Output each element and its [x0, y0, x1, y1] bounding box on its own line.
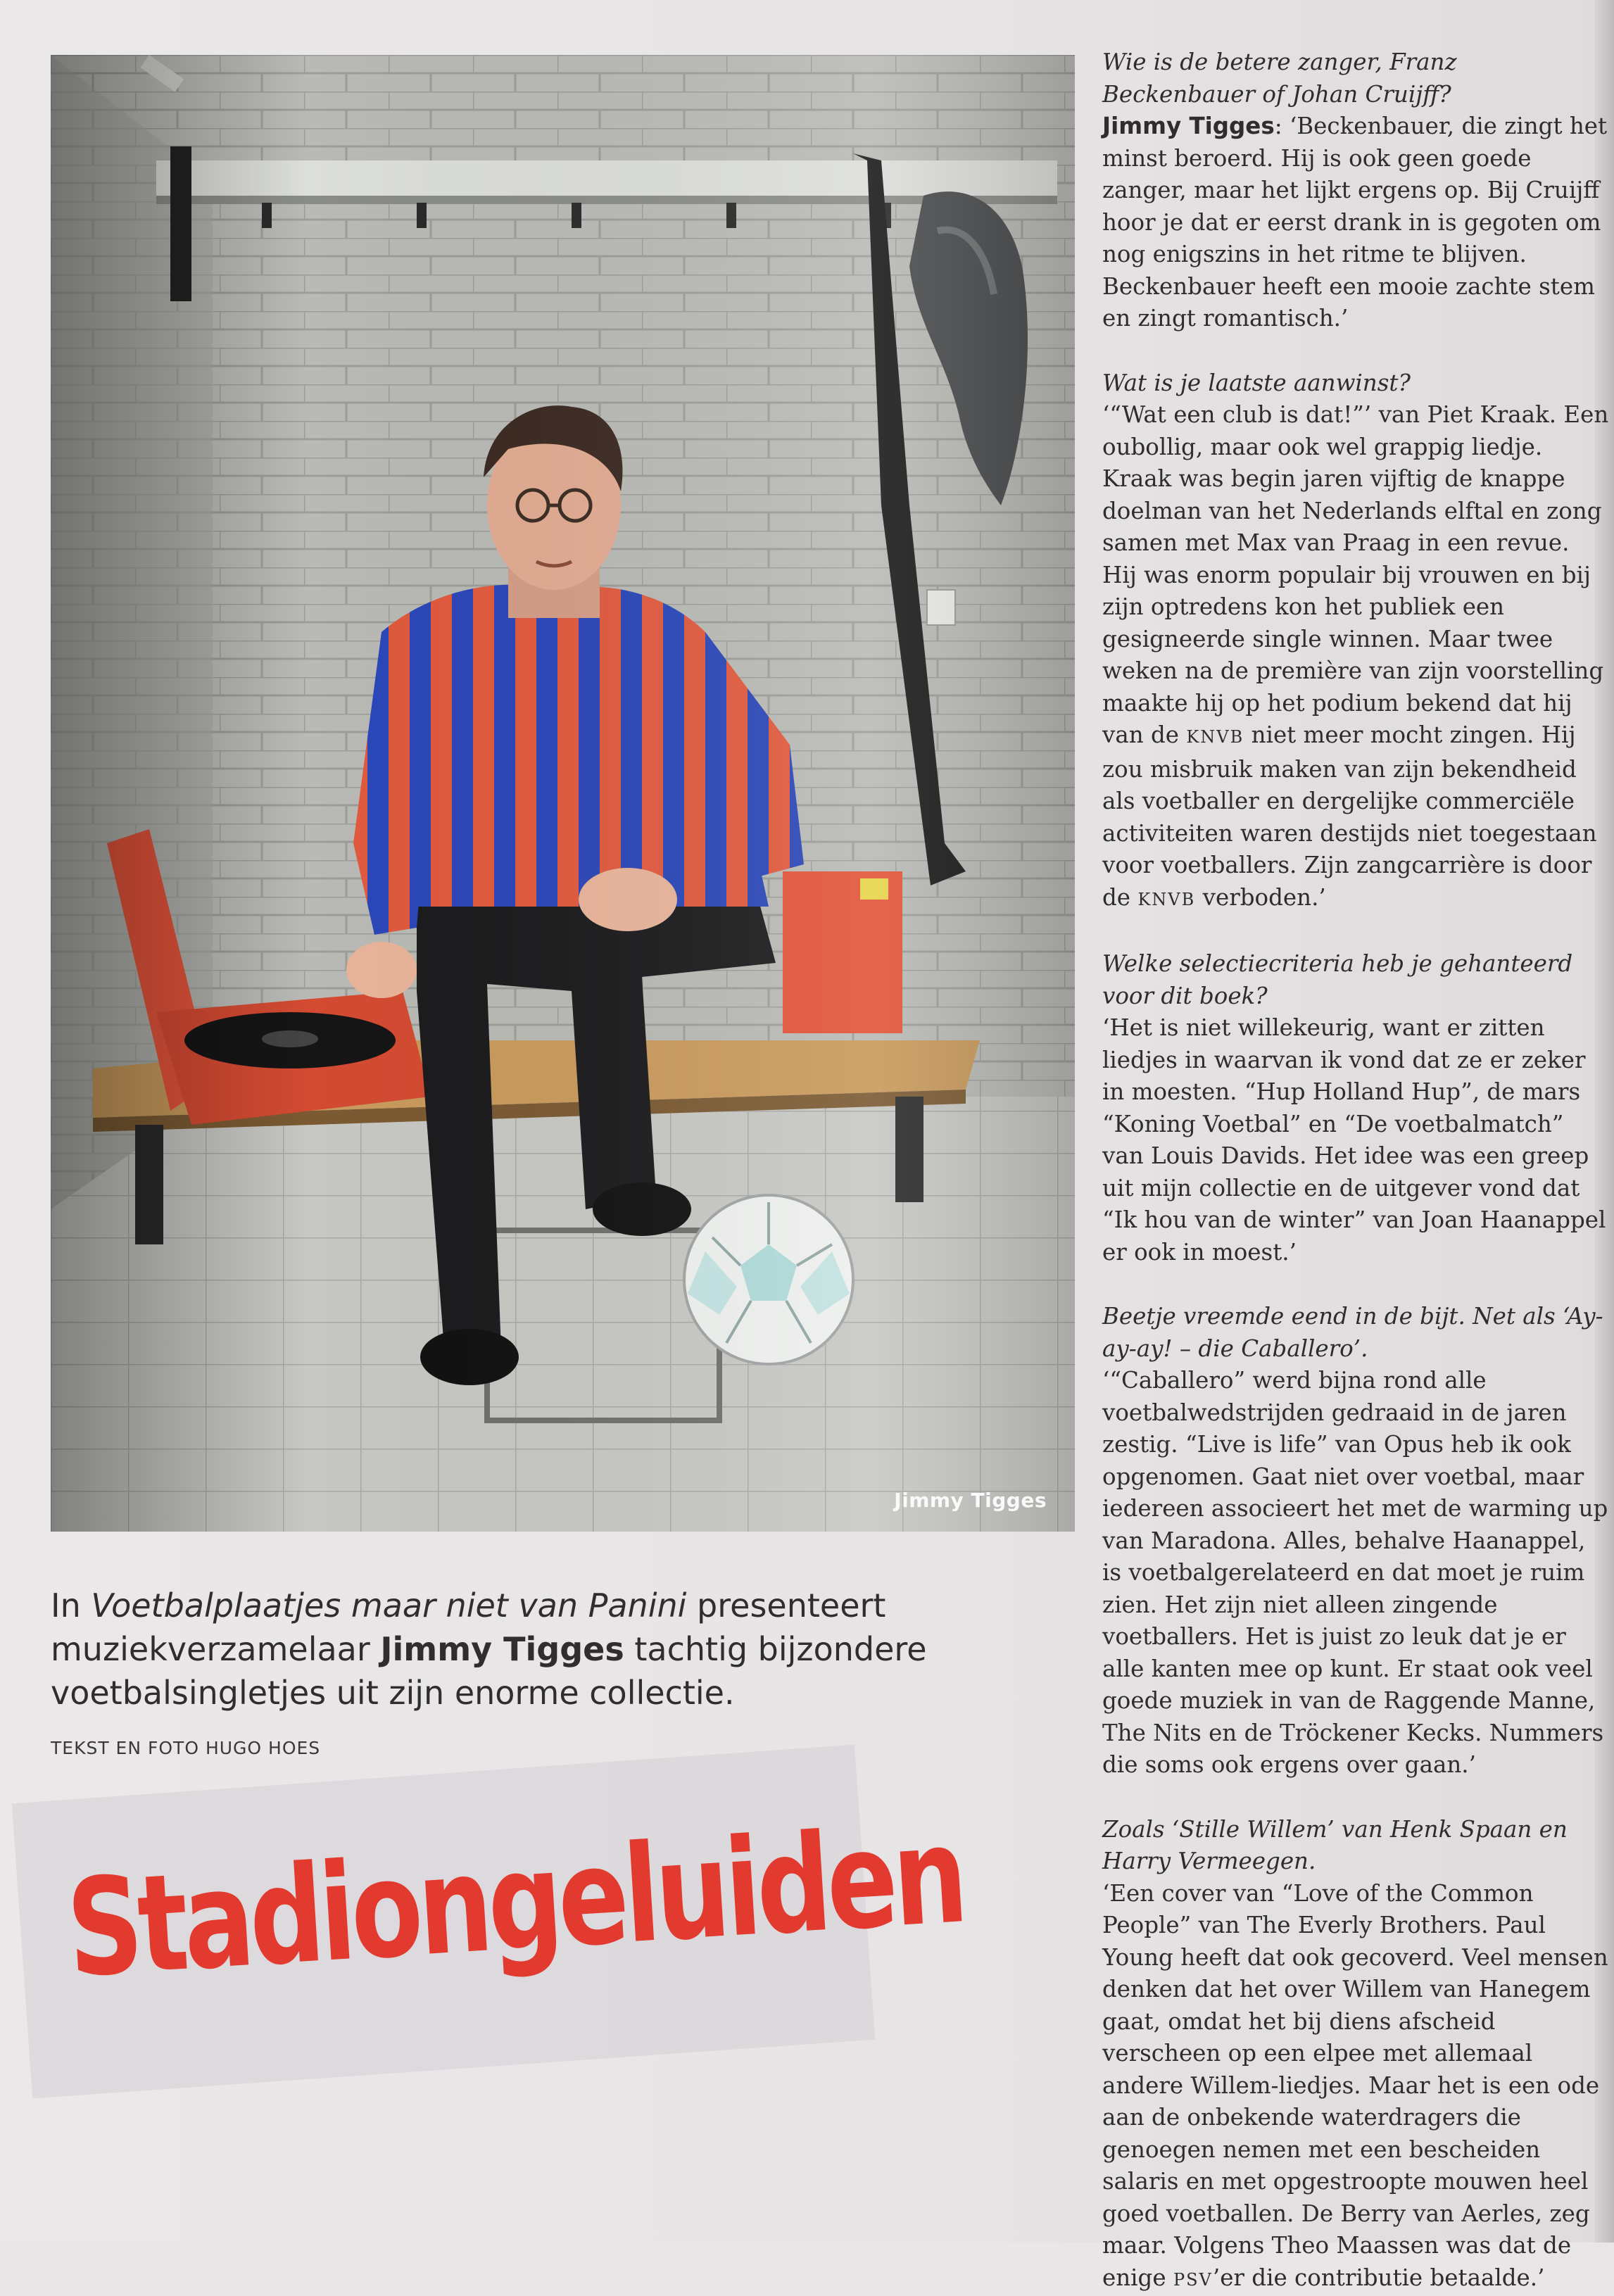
interview-answer: ‘Het is niet willekeurig, want er zitten liedjes in waarvan ik vond dat ze er zeker in moesten. “Hup Holland Hup”, de mars “Koning Voetbal” en “De voetbalmatch” van Louis Davids. Het idee was een greep uit mijn collectie en de uitgever vond dat “Ik hou van de winter” van Joan Haanappel er ook in moest.’	[1102, 1012, 1609, 1268]
org-abbrev: PSV	[1173, 2270, 1213, 2290]
interview-column	[1102, 46, 1609, 2296]
answer-text: ‘Een cover van “Love of the Common People” van The Everly Brothers. Paul Young heeft dat ook gecoverd. Veel mensen denken dat het over Willem van Hanegem gaat, omdat het bij diens afscheid verscheen op een elpee met allemaal andere Willem-liedjes. Maar het is een ode aan de onbekende waterdragers die genoegen nemen met een bescheiden salaris en met opgestroopte mouwen heel goed voetballen. De Berry van Aerles, zeg maar. Volgens Theo Maassen was dat de enige	[1102, 1880, 1608, 2291]
interview-question: Wat is je laatste aanwinst?	[1102, 367, 1609, 400]
org-abbrev: KNVB	[1137, 890, 1195, 909]
lede-text: presenteert muziekverzamelaar	[51, 1587, 885, 1668]
answer-text: niet meer mocht zingen. Hij zou misbruik maken van zijn bekendheid als voetballer en dergelijke commerciële activiteiten waren destijds niet toegestaan voor voetballers. Zijn zangcarrière is door de	[1102, 721, 1597, 911]
photo-illustration	[51, 55, 1075, 1532]
headline: Stadiongeluiden	[63, 1805, 967, 2000]
answer-text: : ‘Beckenbauer, die zingt het minst beroerd. Hij is ook geen goede zanger, maar het lijkt ergens op. Bij Cruijff hoor je dat er eerst drank in is gegoten om nog enigszins in het ritme te blijven. Beckenbauer heeft een mooie zachte stem en zingt romantisch.’	[1102, 113, 1607, 332]
byline: TEKST EN FOTO HUGO HOES	[51, 1738, 320, 1758]
photo-credit: Jimmy Tigges	[894, 1489, 1047, 1512]
portrait-photo	[51, 55, 1075, 1532]
lede-paragraph	[51, 1584, 1015, 1715]
answer-text: ’er die contributie betaalde.’	[1213, 2264, 1545, 2291]
answer-text: verboden.’	[1195, 884, 1325, 911]
lede-text: tachtig bijzondere voetbalsingletjes uit zijn enorme collectie.	[51, 1630, 927, 1712]
speaker-name: Jimmy Tigges	[1102, 113, 1275, 139]
subject-name: Jimmy Tigges	[380, 1630, 624, 1668]
interview-question: Wie is de betere zanger, Franz Beckenbauer of Johan Cruijff?	[1102, 46, 1609, 111]
book-title: Voetbalplaatjes maar niet van Panini	[91, 1587, 686, 1625]
lede-text: In	[51, 1587, 91, 1625]
org-abbrev: KNVB	[1186, 727, 1244, 747]
answer-text: ‘“Wat een club is dat!”’ van Piet Kraak. Een oubollig, maar ook wel grappig liedje. Kraak was begin jaren vijftig de knappe doelman van het Nederlands elftal en zong samen met Max van Praag in een revue. Hij was enorm populair bij vrouwen en bij zijn optredens kon het publiek een gesigneerde single winnen. Maar twee weken na de première van zijn voorstelling maakte hij op het podium bekend dat hij van de	[1102, 401, 1608, 748]
interview-answer	[1102, 111, 1609, 335]
interview-answer	[1102, 399, 1609, 916]
interview-question: Beetje vreemde eend in de bijt. Net als ‘Ay-ay-ay! – die Caballero’.	[1102, 1301, 1609, 1365]
paragraph-gap	[1102, 1268, 1609, 1301]
interview-question: Welke selectiecriteria heb je gehanteerd voor dit boek?	[1102, 948, 1609, 1012]
paragraph-gap	[1102, 335, 1609, 367]
paragraph-gap	[1102, 916, 1609, 948]
interview-answer: ‘“Caballero” werd bijna rond alle voetbalwedstrijden gedraaid in de jaren zestig. “Live is life” van Opus heb ik ook opgenomen. Gaat niet over voetbal, maar iedereen associeert het met de warming up van Maradona. Alles, behalve Haanappel, is voetbalgerelateerd en dat moet je ruim zien. Het zijn niet alleen zingende voetballers. Het is juist zo leuk dat je er alle kanten mee op kunt. Er staat ook veel goede muziek in van de Raggende Manne, The Nits en de Tröckener Kecks. Nummers die soms ook ergens over gaan.’	[1102, 1365, 1609, 1781]
paragraph-gap	[1102, 1781, 1609, 1814]
interview-answer	[1102, 1878, 1609, 2296]
interview-question: Zoals ‘Stille Willem’ van Henk Spaan en Harry Vermeegen.	[1102, 1814, 1609, 1878]
